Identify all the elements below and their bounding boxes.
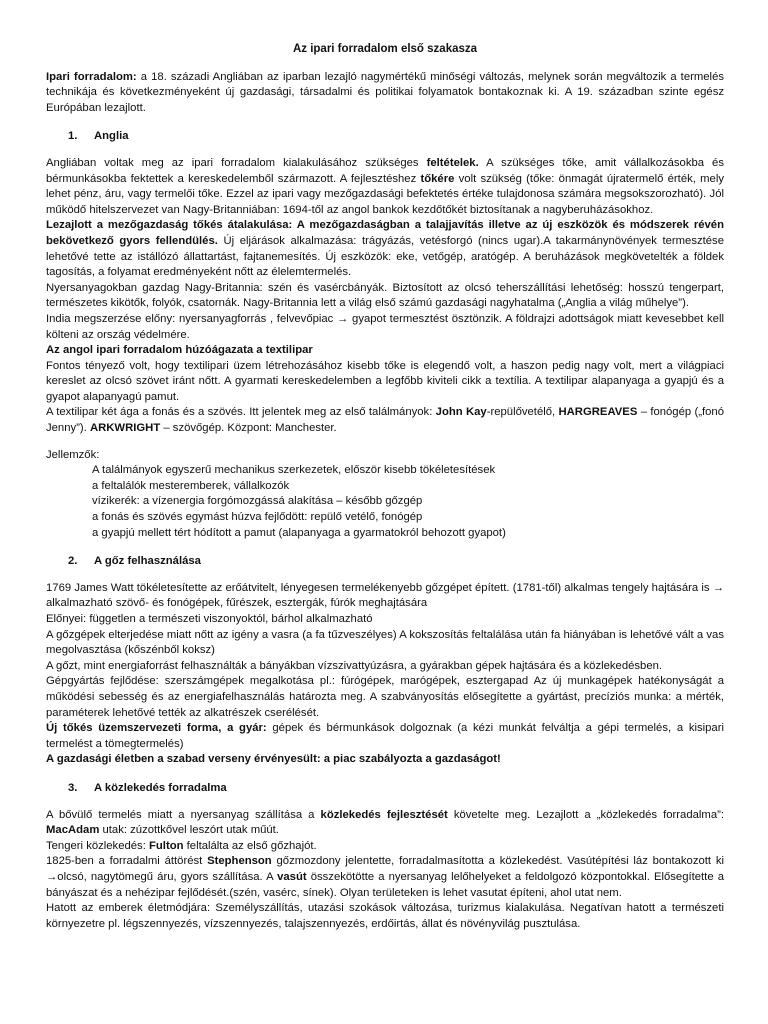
- s2-p6-bold: Új tőkés üzemszervezeti forma, a gyár:: [46, 722, 267, 735]
- s2-paragraph-4: A gőzt, mint energiaforrást felhasználták a bányákban vízszivattyúzásra, a gyárakban gépek hajtására és a közlekedésben.: [46, 659, 663, 672]
- s1-paragraph-2: [46, 218, 724, 280]
- section-1-heading: [46, 129, 724, 145]
- s2-paragraph-2: Előnyei: független a természeti viszonyoktól, bárhol alkalmazható: [46, 613, 373, 625]
- s1-paragraph-3: Nyersanyagokban gazdag Nagy-Britannia: szén és vasércbányák. Biztosított az olcsó teherszállítási lehetőség: hosszú tengerpart, természetes kikötők, folyók, csatornák. Nagy-Britannia lett a világ első számú gazdasági nagyhatalma („Anglia a világ műhelye”).: [46, 281, 724, 310]
- s1-p7-hargreaves: HARGREAVES: [558, 406, 638, 419]
- s3-p3-text-e: összekötötte a nyersanyag lelőhelyeket a feldolgozó központokkal. Elősegítette a bányászat és a nehézipar fejlődését.(szén, vasérc, sínek). Olyan területeken is lehet vasutat építeni, ahol utat nem.: [46, 870, 724, 899]
- document-page: [46, 36, 724, 932]
- s2-paragraph-7: [46, 752, 724, 768]
- traits-label: Jellemzők:: [46, 448, 100, 461]
- s2-p6-text: gépek és bérmunkások dolgoznak (a kézi munkát felváltja a gépi termelés, a kisipari termelést a tömegtermelés): [46, 722, 724, 750]
- document-title: Az ipari forradalom első szakasza: [292, 43, 478, 55]
- intro-term: Ipari forradalom:: [46, 70, 137, 83]
- intro-text: a 18. századi Angliában az iparban lezajló nagymértékű minőségi változás, melynek során megváltozik a termelés technikája és következményeként új gazdasági, társadalmi és politikai folyamatok bontakoznak ki. A 19. században szinte egész Európában lezajlott.: [46, 70, 724, 114]
- section-3-heading: [46, 781, 724, 797]
- s2-p7-bold: A gazdasági életben a szabad verseny érvényesült: a piac szabályozta a gazdaságot!: [46, 753, 501, 766]
- s2-paragraph-5: Gépgyártás fejlődése: szerszámgépek megalkotása pl.: fúrógépek, marógépek, esztergapad Az új munkagépek hatékonyságát a működési sebesség és az energiafelhasználás határozta meg. A szabványosítás elősegítette a gyártást, precíziós munka: a mérték, paraméterek lehetővé tették az alkatrészek cserélését.: [46, 675, 724, 719]
- traits-list: [92, 463, 724, 541]
- s3-p3-text-c: gőzmozdony jelentette, forradalmasította a közlekedést. Vasútépítési láz bontakozott ki →olcsó, nagytömegű áru, gyors szállítása. A: [46, 855, 724, 883]
- s3-p1-bold: közlekedés fejlesztését: [320, 808, 448, 821]
- s1-paragraph-4: India megszerzése előny: nyersanyagforrás , felvevőpiac → gyapot termesztést ösztönzik. A földrajzi adottságok miatt kevesebbet kell költeni az ország védelmére.: [46, 312, 724, 341]
- s1-p1-text-a: Angliában voltak meg az ipari forradalom kialakulásához szükséges: [46, 156, 427, 169]
- intro-paragraph: [46, 70, 724, 117]
- section-1-number: 1.: [68, 130, 78, 143]
- section-2-number: 2.: [68, 555, 78, 568]
- s1-p1-text-c: A szükséges tőke, amit vállalkozásokba és bérmunkásokba fektettek a kereskedelemből származott. A fejlesztéshez: [46, 156, 724, 185]
- list-item: A találmányok egyszerű mechanikus szerkezetek, először kisebb tökéletesítések: [92, 464, 496, 477]
- s1-p7-text-e: – fonógép („fonó Jenny”).: [46, 406, 724, 435]
- s1-p7-text-a: A textilipar két ága a fonás és a szövés. Itt jelentek meg az első találmányok:: [46, 406, 436, 419]
- s3-paragraph-1: [46, 808, 724, 839]
- s1-p1-bold-capital: tőkére: [420, 172, 455, 185]
- section-2-heading: [46, 554, 724, 570]
- s1-p7-text-g: – szövőgép. Központ: Manchester.: [160, 422, 337, 435]
- s1-p7-arkwright: ARKWRIGHT: [89, 422, 161, 435]
- s3-p1-text-e: utak: zúzottkővel leszórt utak műút.: [99, 824, 279, 837]
- s3-p1-text-c: követelte meg. Lezajlott a „közlekedés forradalma”:: [447, 808, 725, 821]
- s3-paragraph-3: [46, 854, 724, 901]
- s3-p2-text-a: Tengeri közlekedés:: [46, 839, 149, 852]
- s1-p2-bold: Lezajlott a mezőgazdaság tőkés átalakulása: A mezőgazdaságban a talajjavítás illetve az új eszközök és módszerek révén bekövetkező gyors fellendülés.: [46, 219, 724, 247]
- s2-paragraph-6: [46, 721, 724, 752]
- s1-paragraph-7: [46, 405, 724, 436]
- s1-textile-heading: Az angol ipari forradalom húzóágazata a textilipar: [46, 344, 313, 357]
- s3-p2-fulton: Fulton: [149, 839, 184, 852]
- section-3-title: A közlekedés forradalma: [94, 781, 227, 794]
- s1-p7-text-c: -repülővetélő,: [486, 406, 559, 419]
- s3-paragraph-4: Hatott az emberek életmódjára: Személyszállítás, utazási szokások változása, turizmus kialakulása. Negatívan hatott a természeti környezetre pl. légszennyezés, vízszennyezés, talajszennyezés, erdőirtás, állat és növényvilág pusztulása.: [46, 902, 724, 930]
- s1-subheading-textile: [46, 343, 724, 359]
- s2-paragraph-3: A gőzgépek elterjedése miatt nőtt az igény a vasra (a fa tűzveszélyes) A kokszosítás feltalálása után fa hiányában is lehetővé vált a vas megolvasztása (kőszénből koksz): [46, 628, 724, 657]
- s3-p2-text-c: feltalálta az első gőzhajót.: [183, 839, 317, 852]
- s2-paragraph-1: 1769 James Watt tökéletesítette az erőátvitelt, lényegesen termelékenyebb gőzgépet épített. (1781-től) alkalmas tengely hajtására is → alkalmazható szövő- és fonógépek, fűrészek, esztergák, fúrók meghajtására: [46, 581, 724, 610]
- s3-p1-macadam: MacAdam: [46, 824, 100, 837]
- list-item: a gyapjú mellett tért hódított a pamut (alapanyaga a gyarmatokról behozott gyapot): [92, 526, 506, 539]
- section-1-title: Anglia: [94, 130, 129, 143]
- list-item: a feltalálók mesteremberek, vállalkozók: [92, 479, 290, 492]
- s1-p1-text-e: volt szükség (tőke: önmagát újratermelő érték, mely lehet pénz, áru, vagy termelői tőke. Ezzel az ipari vagy mezőgazdasági befektetés értéke tulajdonosa számára megsokszorozható). Jól működő hitelszervezet van Nagy-Britanniában: 1694-től az angol bankok kezdőtőkét biztosítanak a nagyberuházásokhoz.: [46, 172, 724, 216]
- list-item: vízikerék: a vízenergia forgómozgássá alakítása – később gőzgép: [92, 495, 423, 508]
- s1-paragraph-1: [46, 156, 724, 218]
- s1-p7-john-kay: John Kay: [435, 406, 487, 419]
- section-2-title: A gőz felhasználása: [94, 555, 201, 568]
- s1-p2-text: Új eljárások alkalmazása: trágyázás, vetésforgó (nincs ugar).A takarmánynövények termesztése lehetővé tette az istállózó állattartást, fajtanemesítés. Új eszközök: eke, vetőgép, aratógép. A beruházások megkövetelték a földek tagosítás, a folyamat eredményeként nőtt az élelemtermelés.: [46, 234, 724, 279]
- section-3-number: 3.: [68, 781, 78, 794]
- s1-paragraph-6: Fontos tényező volt, hogy textilipari üzem létrehozásához kisebb tőke is elegendő volt, a haszon pedig nagy volt, mert a világpiaci kereslet az olcsó szövet iránt nőtt. A gyarmati kereskedelemben a legfőbb kiviteli cikk a textília. A textilipar alapanyaga a gyapjú és a gyapot alapanyagú pamut.: [46, 359, 724, 403]
- s3-p3-text-a: 1825-ben a forradalmi áttörést: [46, 855, 208, 868]
- s3-p3-stephenson: Stephenson: [207, 855, 272, 868]
- s3-paragraph-2: [46, 839, 724, 855]
- s1-p1-bold-conditions: feltételek.: [426, 156, 479, 169]
- s3-p1-text-a: A bővülő termelés miatt a nyersanyag szállítása a: [46, 808, 321, 821]
- list-item: a fonás és szövés egymást húzva fejlődött: repülő vetélő, fonógép: [92, 511, 423, 524]
- s3-p3-railway: vasút: [277, 870, 307, 883]
